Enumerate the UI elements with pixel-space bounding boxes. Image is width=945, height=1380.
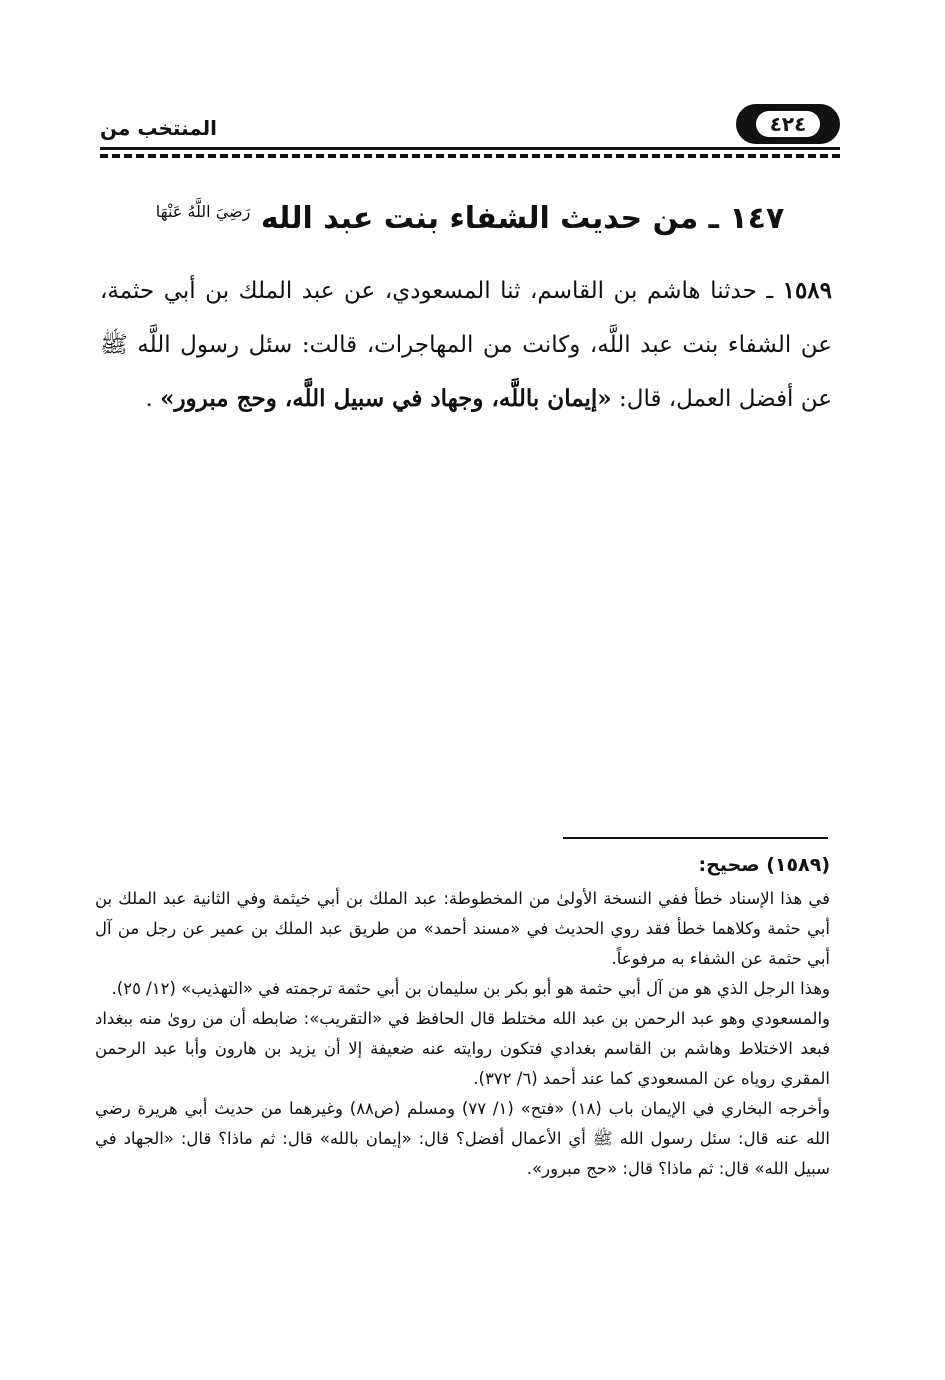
footnote-paragraph: في هذا الإسناد خطأ ففي النسخة الأولىٰ من المخطوطة: عبد الملك بن أبي خيثمة وفي الثانية عبد الملك بن أبي حثمة وكلاهما خطأ فقد روي الحديث في «مسند أحمد» من طريق عبد الملك بن عمير عن رجل من آل أبي حثمة عن الشفاء به مرفوعاً. — [95, 889, 830, 968]
header-dashed-rule — [100, 154, 840, 158]
header-rule — [100, 147, 840, 150]
footnote-paragraph: وهذا الرجل الذي هو من آل أبي حثمة هو أبو بكر بن سليمان بن أبي حثمة ترجمته في «التهذيب» (١٢/ ٢٥). — [111, 979, 830, 998]
page-number: ٤٢٤ — [756, 111, 821, 137]
hadith-end: . — [145, 386, 153, 412]
hadith-number: ١٥٨٩ — [782, 277, 833, 304]
hadith-isnad: ـ حدثنا هاشم بن القاسم، ثنا المسعودي، عن عبد الملك بن أبي حثمة، عن الشفاء بنت عبد اللَّه، وكانت من المهاجرات، قالت: سئل رسول اللَّه ﷺ عن أفضل العمل، قال: — [100, 278, 832, 412]
page-header — [100, 100, 840, 150]
footnote-separator — [563, 837, 828, 839]
footnote-heading: (١٥٨٩) صحيح: — [698, 854, 830, 876]
running-title: المنتخب من — [100, 116, 218, 140]
hadith-quote: «إيمان باللَّه، وجهاد في سبيل اللَّه، وحج مبرور» — [160, 385, 612, 412]
page-number-badge — [736, 104, 840, 144]
footnotes — [95, 848, 830, 1184]
footnote-paragraph: والمسعودي وهو عبد الرحمن بن عبد الله مختلط قال الحافظ في «التقريب»: ضابطه أن من رویٰ منه ببغداد فبعد الاختلاط وهاشم بن القاسم بغدادي فتكون روايته عنه ضعيفة إلا أن يزيد بن هارون وأبا عبد الرحمن المقري روياه عن المسعودي كما عند أحمد (٦/ ٣٧٢). — [95, 1009, 830, 1088]
honorific-ligature: رَضِيَ اللَّهُ عَنْهَا — [155, 202, 251, 221]
chapter-title: ١٤٧ ـ من حديث الشفاء بنت عبد الله — [260, 201, 785, 236]
hadith-body — [100, 264, 832, 426]
footnote-paragraph: وأخرجه البخاري في الإيمان باب (١٨) «فتح» (١/ ٧٧) ومسلم (ص٨٨) وغيرهما من حديث أبي هريرة رضي الله عنه قال: سئل رسول الله ﷺ أي الأعمال أفضل؟ قال: «إيمان بالله» قال: ثم ماذا؟ قال: «الجهاد في سبيل الله» قال: ثم ماذا؟ قال: «حج مبرور». — [95, 1099, 830, 1178]
chapter-heading — [100, 190, 840, 241]
